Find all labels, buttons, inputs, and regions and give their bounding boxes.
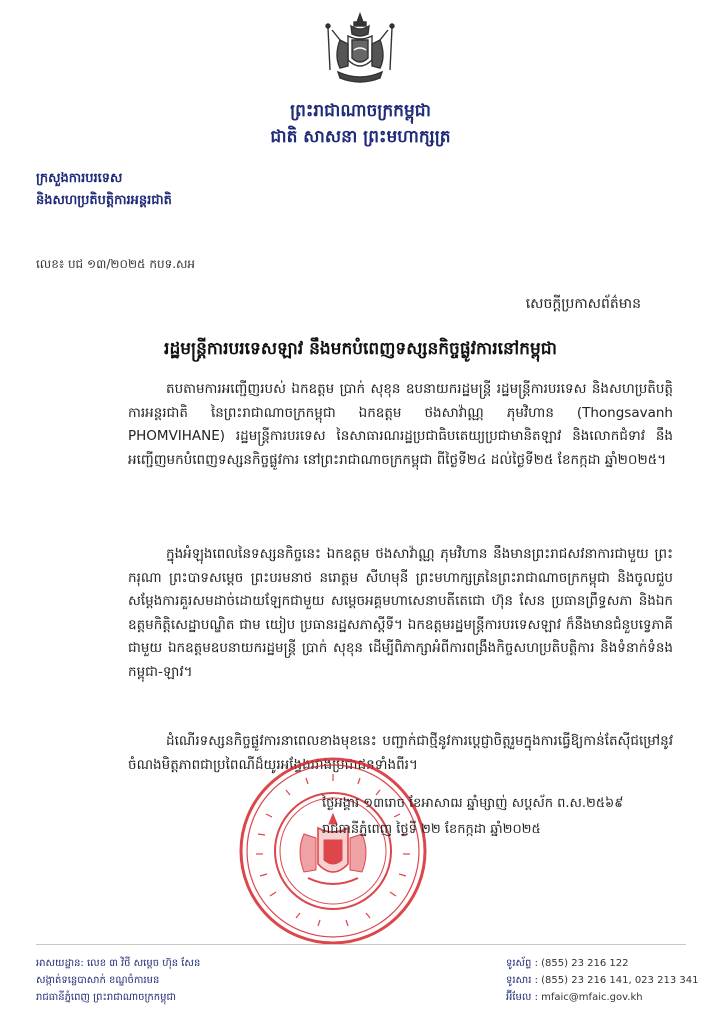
headline: រដ្ឋមន្ត្រីការបរទេសឡាវ នឹងមកបំពេញទស្សនកិច្ចផ្លូវការនៅកម្ពុជា	[164, 339, 557, 359]
ministry-name-line1: ក្រសួងការបរទេស	[36, 171, 123, 186]
reference-number: លេខ៖ បជ ១៣/២០២៥ កបទ.សអ	[36, 257, 196, 271]
paragraph-2	[128, 543, 673, 684]
address-line-1: លេខ ៣ វិថី សម្តេច ហ៊ុន សែន	[87, 958, 201, 969]
paragraph-3-text: ដំណើរទស្សនកិច្ចផ្លូវការនាពេលខាងមុខនេះ បញ្ជាក់ជាថ្មីនូវការប្តេជ្ញាចិត្តរួមក្នុងការធ្វើឱ្យកាន់តែស៊ីជម្រៅនូវចំណងមិត្តភាពជាប្រពៃណីដ៏យូរអង្វែងរវាងប្រជាជនទាំងពីរ។	[128, 733, 673, 773]
phone-label: ទូរស័ព្ទ :	[506, 958, 538, 969]
paragraph-1	[128, 378, 673, 472]
footer-contact	[506, 955, 698, 1006]
ministry-name	[36, 168, 172, 212]
address-line-3: រាជធានីភ្នំពេញ ព្រះរាជាណាចក្រកម្ពុជា	[36, 992, 176, 1003]
ministry-name-line2: និងសហប្រតិបត្តិការអន្តរជាតិ	[36, 193, 172, 208]
kingdom-name: ព្រះរាជាណាចក្រកម្ពុជា	[290, 101, 431, 121]
national-motto: ជាតិ សាសនា ព្រះមហាក្សត្រ	[270, 127, 451, 147]
footer-divider	[36, 944, 686, 945]
paragraph-2-text: ក្នុងអំឡុងពេលនៃទស្សនកិច្ចនេះ ឯកឧត្តម ថងសាវ៉ាណ្ណ ភុមវិហាន នឹងមានព្រះរាជសវនាការជាមួយ ព្រះករុណា ព្រះបាទសម្តេច ព្រះបរមនាថ នរោត្តម សីហមុនី ព្រះមហាក្សត្រនៃព្រះរាជាណាចក្រកម្ពុជា និងចូលជួបសម្តែងការគួរសមដាច់ដោយឡែកជាមួយ សម្តេចអគ្គមហាសេនាបតីតេជោ ហ៊ុន សែន ប្រធានព្រឹទ្ធសភា និងឯកឧត្តមកិត្តិសេដ្ឋាបណ្ឌិត ជាម យៀប ប្រធានរដ្ឋសភាស្តីទី។ ឯកឧត្តមរដ្ឋមន្ត្រីការបរទេសឡាវ ក៏នឹងមានជំនួបទ្វេភាគីជាមួយ ឯកឧត្តមឧបនាយករដ្ឋមន្ត្រី ប្រាក់ សុខុន ដើម្បីពិភាក្សាអំពីការពង្រឹងកិច្ចសហប្រតិបត្តិការ និងទំនាក់ទំនងកម្ពុជា-ឡាវ។	[128, 546, 673, 680]
phone-value: (855) 23 216 122	[541, 958, 629, 969]
paragraph-1-text: តបតាមការអញ្ជើញរបស់ ឯកឧត្តម ប្រាក់ សុខុន ឧបនាយករដ្ឋមន្ត្រី រដ្ឋមន្ត្រីការបរទេស និងសហប្រតិបត្តិការអន្តរជាតិ នៃព្រះរាជាណាចក្រកម្ពុជា ឯកឧត្តម ថងសាវ៉ាណ្ណ ភុមវិហាន (Thongsavanh PHOMVIHANE) រដ្ឋមន្ត្រីការបរទេស នៃសាធារណរដ្ឋប្រជាធិបតេយ្យប្រជាមានិតឡាវ និងលោកជំទាវ នឹងអញ្ជើញមកបំពេញទស្សនកិច្ចផ្លូវការ នៅព្រះរាជាណាចក្រកម្ពុជា ពីថ្ងៃទី២៤ ដល់ថ្ងៃទី២៥ ខែកក្កដា ឆ្នាំ២០២៥។	[128, 381, 673, 468]
ministry-seal-icon	[236, 754, 430, 948]
address-label: អាសយដ្ឋាន:	[36, 958, 84, 969]
email-value[interactable]: mfaic@mfaic.gov.kh	[541, 992, 643, 1003]
document-type: សេចក្តីប្រកាសព័ត៌មាន	[525, 296, 641, 312]
dateline-lunar: ថ្ងៃអង្គារ ១៣រោច ខែអាសាឍ ឆ្នាំម្សាញ់ សប្តស័ក ព.ស.២៥៦៩	[322, 796, 624, 811]
dateline-solar: រាជធានីភ្នំពេញ ថ្ងៃទី ២២ ខែកក្កដា ឆ្នាំ២០២៥	[322, 822, 541, 837]
email-label: អ៊ីមែល :	[506, 992, 538, 1003]
royal-coat-of-arms-icon	[318, 10, 402, 90]
fax-label: ទូរសារ :	[506, 975, 538, 986]
address-line-2: សង្កាត់ទន្លេបាសាក់ ខណ្ឌចំការមន	[36, 975, 160, 986]
footer-address	[36, 955, 200, 1006]
fax-value: (855) 23 216 141, 023 213 341	[541, 975, 699, 986]
